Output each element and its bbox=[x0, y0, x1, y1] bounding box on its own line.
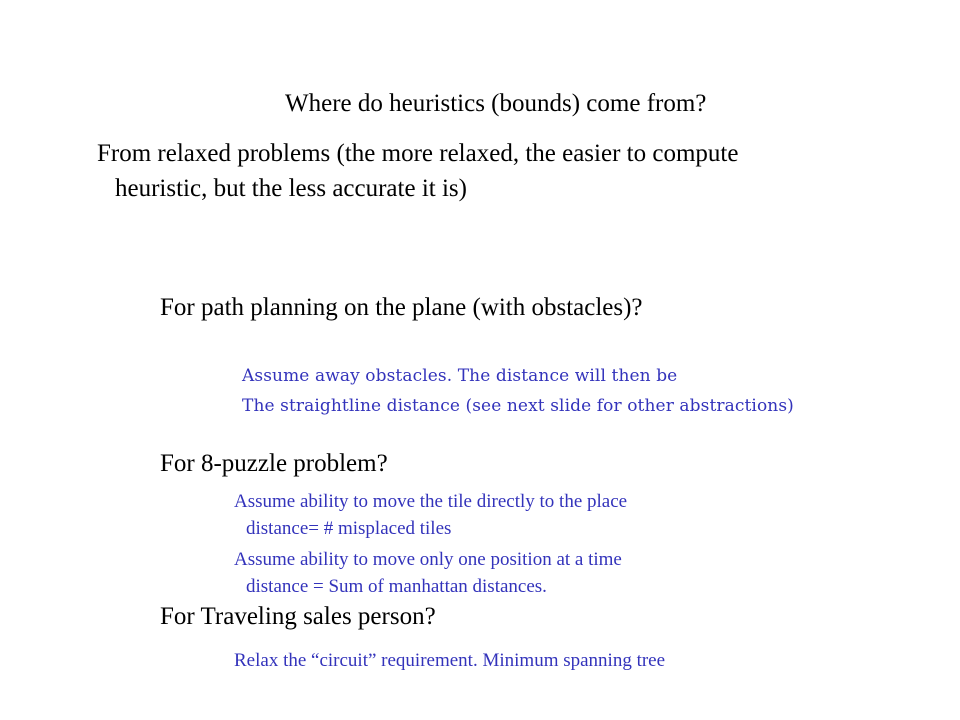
answer-traveling-sales-person-line-1: Relax the “circuit” requirement. Minimum spanning tree bbox=[234, 650, 666, 671]
question-path-planning: For path planning on the plane (with obstacles)? bbox=[160, 294, 643, 321]
intro-line-2: heuristic, but the less accurate it is) bbox=[115, 175, 467, 202]
answer-8-puzzle-line-4: distance = Sum of manhattan distances. bbox=[246, 576, 547, 597]
slide-title: Where do heuristics (bounds) come from? bbox=[285, 90, 707, 117]
question-8-puzzle: For 8-puzzle problem? bbox=[160, 450, 388, 477]
answer-path-planning-line-2: The straightline distance (see next slide for other abstractions) bbox=[242, 396, 794, 416]
answer-8-puzzle-line-1: Assume ability to move the tile directly to the place bbox=[234, 491, 628, 512]
answer-path-planning-line-1: Assume away obstacles. The distance will then be bbox=[242, 366, 678, 386]
question-traveling-sales-person: For Traveling sales person? bbox=[160, 603, 436, 630]
answer-8-puzzle-line-2: distance= # misplaced tiles bbox=[246, 518, 452, 539]
intro-line-1: From relaxed problems (the more relaxed, the easier to compute bbox=[97, 140, 739, 167]
answer-8-puzzle-line-3: Assume ability to move only one position at a time bbox=[234, 549, 622, 570]
